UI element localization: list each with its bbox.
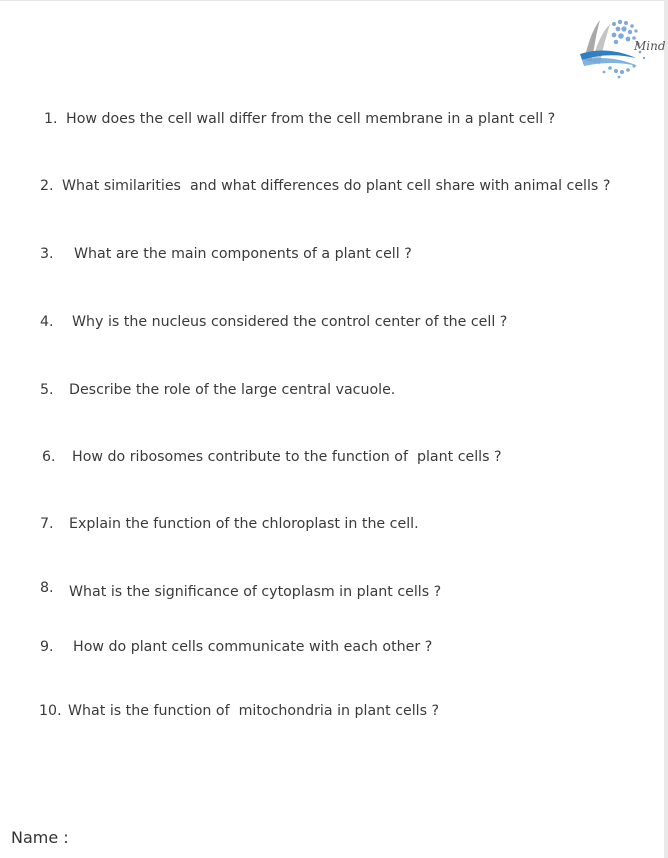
brand-logo-text: Mind xyxy=(634,39,666,53)
question-number: 10. xyxy=(39,703,62,719)
question-text: How do ribosomes contribute to the function of plant cells ? xyxy=(72,449,502,465)
question-text: What similarities and what differences do plant cell share with animal cells ? xyxy=(62,178,611,194)
question-number: 2. xyxy=(40,178,54,194)
brand-logo-icon xyxy=(574,14,666,82)
question-8 xyxy=(31,561,442,600)
page-edge xyxy=(664,0,668,858)
question-3 xyxy=(31,227,412,263)
question-text: Why is the nucleus considered the control center of the cell ? xyxy=(72,314,508,330)
question-6 xyxy=(33,430,502,466)
question-10 xyxy=(30,684,439,720)
question-1 xyxy=(35,92,555,128)
question-text: What is the significance of cytoplasm in plant cells ? xyxy=(69,584,442,600)
question-number: 5. xyxy=(40,382,54,398)
question-text: Explain the function of the chloroplast in the cell. xyxy=(69,516,419,532)
question-text: What is the function of mitochondria in plant cells ? xyxy=(68,703,440,719)
name-label: Name : xyxy=(11,828,69,847)
question-5 xyxy=(31,363,395,399)
top-divider xyxy=(0,0,668,1)
question-number: 7. xyxy=(40,516,54,532)
question-9 xyxy=(31,620,432,656)
question-number: 1. xyxy=(44,111,58,127)
question-7 xyxy=(31,497,419,533)
question-number: 8. xyxy=(40,580,54,596)
question-text: What are the main components of a plant cell ? xyxy=(74,246,412,262)
question-number: 4. xyxy=(40,314,54,330)
question-text: Describe the role of the large central vacuole. xyxy=(69,382,396,398)
question-4 xyxy=(31,295,507,331)
brand-logo xyxy=(574,14,666,82)
question-text: How does the cell wall differ from the cell membrane in a plant cell ? xyxy=(66,111,556,127)
question-number: 3. xyxy=(40,246,54,262)
question-number: 9. xyxy=(40,639,54,655)
question-2 xyxy=(31,159,610,195)
question-text: How do plant cells communicate with each other ? xyxy=(73,639,433,655)
question-number: 6. xyxy=(42,449,56,465)
